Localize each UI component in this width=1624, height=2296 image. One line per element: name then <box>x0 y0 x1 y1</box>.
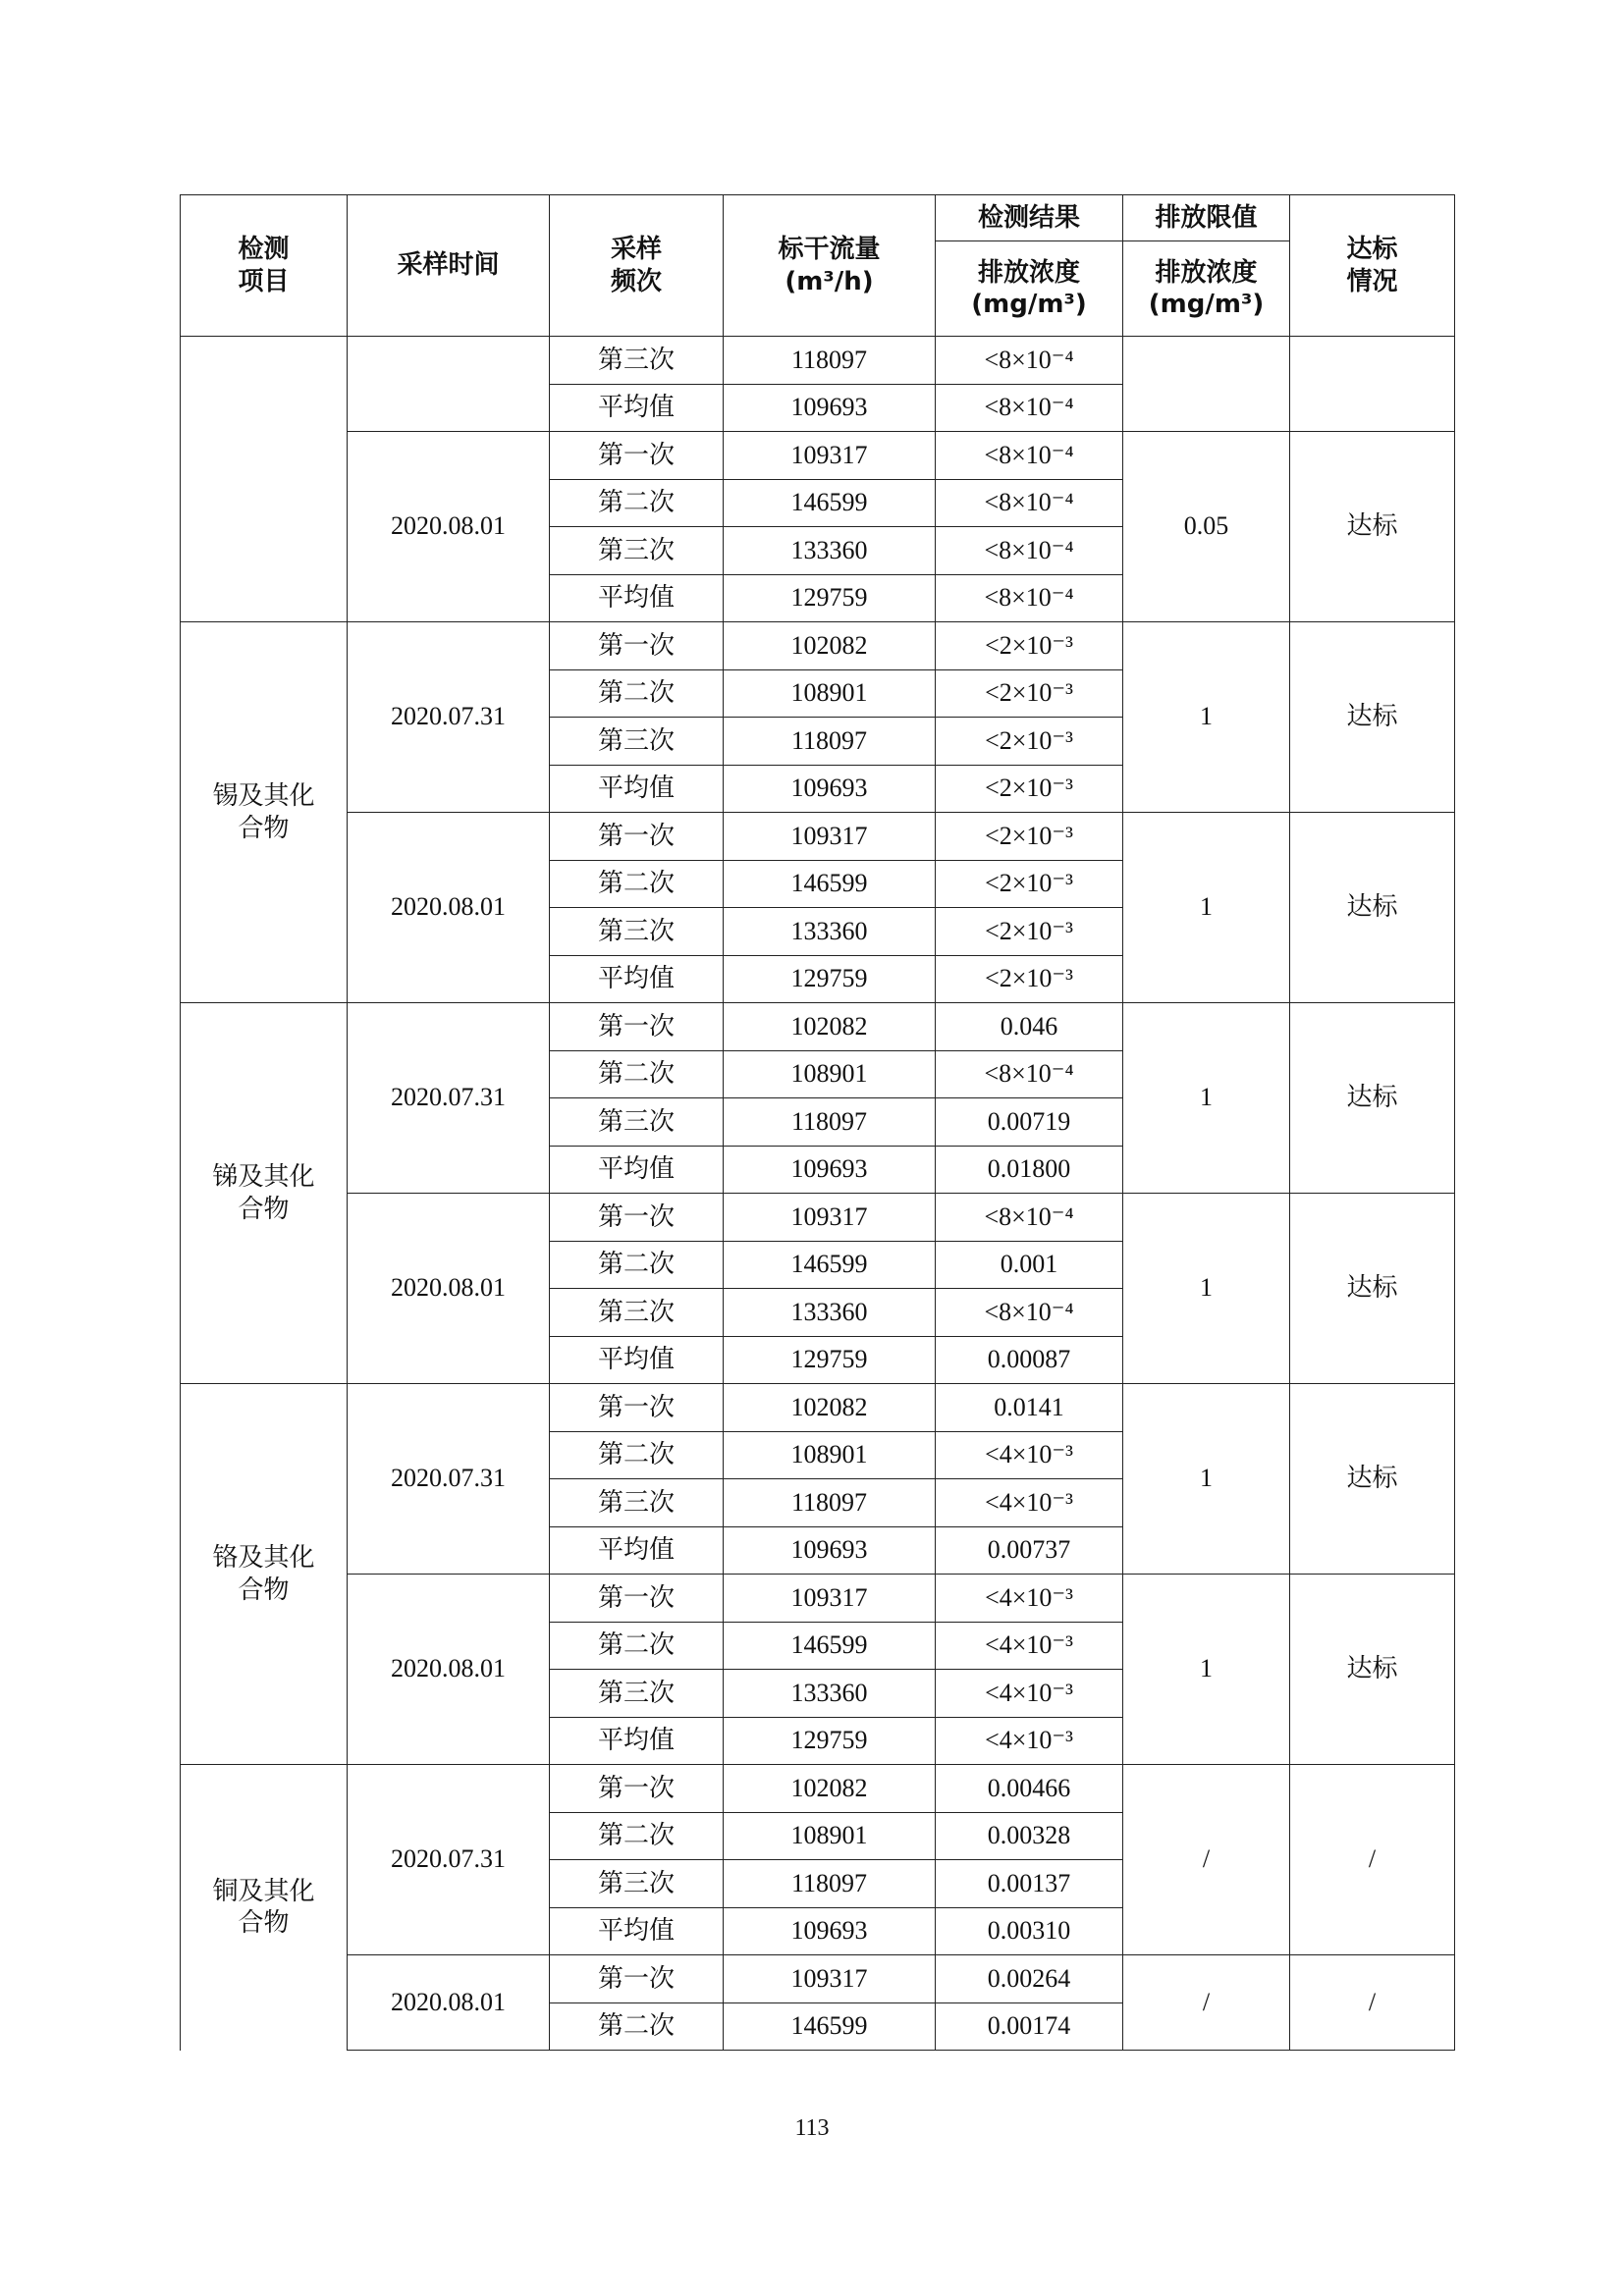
concentration-cell: <8×10⁻⁴ <box>936 527 1123 575</box>
frequency-cell: 第二次 <box>550 1812 724 1860</box>
flow-cell: 109317 <box>724 1575 936 1623</box>
concentration-cell: 0.01800 <box>936 1146 1123 1194</box>
header-limit-group: 排放限值 <box>1123 195 1290 241</box>
concentration-cell: <8×10⁻⁴ <box>936 1050 1123 1098</box>
flow-cell: 146599 <box>724 479 936 527</box>
sampling-date-cell: 2020.07.31 <box>348 622 550 813</box>
flow-cell: 146599 <box>724 1241 936 1289</box>
concentration-cell: 0.00737 <box>936 1526 1123 1575</box>
sampling-date-cell: 2020.07.31 <box>348 1765 550 1955</box>
compliance-cell: 达标 <box>1290 1194 1455 1384</box>
table-row <box>181 337 1455 385</box>
limit-cell: 1 <box>1123 1194 1290 1384</box>
sampling-date-cell: 2020.08.01 <box>348 432 550 622</box>
flow-cell: 129759 <box>724 1336 936 1384</box>
concentration-cell: 0.00719 <box>936 1098 1123 1147</box>
compliance-cell: 达标 <box>1290 622 1455 813</box>
header-limit-concentration: 排放浓度 (mg/m³) <box>1123 241 1290 337</box>
frequency-cell: 第一次 <box>550 1384 724 1432</box>
flow-cell: 102082 <box>724 1765 936 1813</box>
concentration-cell: <8×10⁻⁴ <box>936 574 1123 622</box>
frequency-cell: 第一次 <box>550 432 724 480</box>
concentration-cell: 0.00087 <box>936 1336 1123 1384</box>
frequency-cell: 平均值 <box>550 574 724 622</box>
concentration-cell: <4×10⁻³ <box>936 1479 1123 1527</box>
flow-cell: 129759 <box>724 955 936 1003</box>
limit-cell: 1 <box>1123 1384 1290 1575</box>
table-body <box>181 195 1455 2051</box>
concentration-cell: <2×10⁻³ <box>936 860 1123 908</box>
limit-cell: 1 <box>1123 1003 1290 1194</box>
frequency-cell: 第二次 <box>550 1050 724 1098</box>
table-row <box>181 622 1455 670</box>
flow-cell: 118097 <box>724 1479 936 1527</box>
frequency-cell: 平均值 <box>550 384 724 432</box>
compliance-cell: / <box>1290 1765 1455 1955</box>
frequency-cell: 第一次 <box>550 622 724 670</box>
compliance-cell: 达标 <box>1290 1384 1455 1575</box>
frequency-cell: 第一次 <box>550 1765 724 1813</box>
frequency-cell: 第一次 <box>550 1003 724 1051</box>
flow-cell: 146599 <box>724 860 936 908</box>
header-result-group: 检测结果 <box>936 195 1123 241</box>
sampling-date-cell: 2020.08.01 <box>348 1575 550 1765</box>
limit-cell: 1 <box>1123 1575 1290 1765</box>
flow-cell: 133360 <box>724 527 936 575</box>
frequency-cell: 第三次 <box>550 527 724 575</box>
table-row <box>181 1575 1455 1623</box>
header-result-concentration: 排放浓度 (mg/m³) <box>936 241 1123 337</box>
concentration-cell: <2×10⁻³ <box>936 765 1123 813</box>
flow-cell: 146599 <box>724 1622 936 1670</box>
flow-cell: 118097 <box>724 1098 936 1147</box>
flow-cell: 108901 <box>724 1812 936 1860</box>
concentration-cell: <8×10⁻⁴ <box>936 337 1123 385</box>
table-row <box>181 1003 1455 1051</box>
frequency-cell: 第二次 <box>550 479 724 527</box>
flow-cell: 108901 <box>724 1431 936 1479</box>
item-cell: 铬及其化 合物 <box>181 1384 348 1765</box>
compliance-cell: 达标 <box>1290 1575 1455 1765</box>
concentration-cell: <8×10⁻⁴ <box>936 384 1123 432</box>
frequency-cell: 第二次 <box>550 860 724 908</box>
flow-cell: 129759 <box>724 1717 936 1765</box>
frequency-cell: 第二次 <box>550 2002 724 2051</box>
frequency-cell: 第三次 <box>550 337 724 385</box>
concentration-cell: <4×10⁻³ <box>936 1622 1123 1670</box>
flow-cell: 109693 <box>724 765 936 813</box>
flow-cell: 109693 <box>724 384 936 432</box>
flow-cell: 109317 <box>724 1194 936 1242</box>
sampling-date-cell: 2020.08.01 <box>348 1194 550 1384</box>
concentration-cell: 0.00264 <box>936 1955 1123 2003</box>
frequency-cell: 第二次 <box>550 669 724 718</box>
compliance-cell: 达标 <box>1290 432 1455 622</box>
frequency-cell: 第二次 <box>550 1622 724 1670</box>
concentration-cell: <2×10⁻³ <box>936 955 1123 1003</box>
concentration-cell: 0.00466 <box>936 1765 1123 1813</box>
frequency-cell: 第一次 <box>550 813 724 861</box>
flow-cell: 129759 <box>724 574 936 622</box>
frequency-cell: 平均值 <box>550 955 724 1003</box>
frequency-cell: 平均值 <box>550 765 724 813</box>
limit-cell: 1 <box>1123 813 1290 1003</box>
concentration-cell: <4×10⁻³ <box>936 1717 1123 1765</box>
header-compliance: 达标 情况 <box>1290 195 1455 337</box>
item-cell <box>181 337 348 622</box>
limit-cell: / <box>1123 1955 1290 2051</box>
table-row <box>181 1955 1455 2003</box>
limit-cell: 1 <box>1123 622 1290 813</box>
concentration-cell: 0.00328 <box>936 1812 1123 1860</box>
flow-cell: 133360 <box>724 1289 936 1337</box>
concentration-cell: 0.00137 <box>936 1860 1123 1908</box>
flow-cell: 133360 <box>724 1670 936 1718</box>
sampling-date-cell: 2020.07.31 <box>348 1003 550 1194</box>
table-row <box>181 1384 1455 1432</box>
flow-cell: 109317 <box>724 1955 936 2003</box>
header-flow: 标干流量 (m³/h) <box>724 195 936 337</box>
frequency-cell: 平均值 <box>550 1717 724 1765</box>
flow-cell: 109693 <box>724 1146 936 1194</box>
flow-cell: 109317 <box>724 813 936 861</box>
flow-cell: 118097 <box>724 1860 936 1908</box>
concentration-cell: <8×10⁻⁴ <box>936 1289 1123 1337</box>
frequency-cell: 第三次 <box>550 908 724 956</box>
frequency-cell: 第三次 <box>550 1098 724 1147</box>
concentration-cell: <2×10⁻³ <box>936 669 1123 718</box>
compliance-cell: / <box>1290 1955 1455 2051</box>
frequency-cell: 第三次 <box>550 1670 724 1718</box>
frequency-cell: 第一次 <box>550 1955 724 2003</box>
page-number: 113 <box>794 2115 830 2141</box>
flow-cell: 109693 <box>724 1907 936 1955</box>
table-row <box>181 1194 1455 1242</box>
frequency-cell: 第三次 <box>550 718 724 766</box>
frequency-cell: 平均值 <box>550 1526 724 1575</box>
flow-cell: 146599 <box>724 2002 936 2051</box>
concentration-cell: <8×10⁻⁴ <box>936 1194 1123 1242</box>
concentration-cell: 0.00174 <box>936 2002 1123 2051</box>
frequency-cell: 第三次 <box>550 1860 724 1908</box>
frequency-cell: 第二次 <box>550 1241 724 1289</box>
flow-cell: 102082 <box>724 1384 936 1432</box>
item-cell: 锡及其化 合物 <box>181 622 348 1003</box>
concentration-cell: <4×10⁻³ <box>936 1575 1123 1623</box>
concentration-cell: 0.00310 <box>936 1907 1123 1955</box>
item-cell: 锑及其化 合物 <box>181 1003 348 1384</box>
frequency-cell: 平均值 <box>550 1336 724 1384</box>
concentration-cell: <8×10⁻⁴ <box>936 479 1123 527</box>
concentration-cell: <8×10⁻⁴ <box>936 432 1123 480</box>
flow-cell: 118097 <box>724 337 936 385</box>
frequency-cell: 第一次 <box>550 1194 724 1242</box>
concentration-cell: 0.001 <box>936 1241 1123 1289</box>
concentration-cell: 0.0141 <box>936 1384 1123 1432</box>
frequency-cell: 第三次 <box>550 1479 724 1527</box>
compliance-cell: 达标 <box>1290 1003 1455 1194</box>
table-row <box>181 1765 1455 1813</box>
sampling-date-cell: 2020.08.01 <box>348 1955 550 2051</box>
frequency-cell: 平均值 <box>550 1146 724 1194</box>
concentration-cell: <2×10⁻³ <box>936 908 1123 956</box>
concentration-cell: <2×10⁻³ <box>936 622 1123 670</box>
concentration-cell: 0.046 <box>936 1003 1123 1051</box>
frequency-cell: 第一次 <box>550 1575 724 1623</box>
header-item: 检测 项目 <box>181 195 348 337</box>
frequency-cell: 第二次 <box>550 1431 724 1479</box>
limit-cell <box>1123 337 1290 432</box>
flow-cell: 102082 <box>724 622 936 670</box>
flow-cell: 133360 <box>724 908 936 956</box>
table-row <box>181 432 1455 480</box>
flow-cell: 102082 <box>724 1003 936 1051</box>
compliance-cell: 达标 <box>1290 813 1455 1003</box>
header-sampling-frequency: 采样 频次 <box>550 195 724 337</box>
item-cell: 铜及其化 合物 <box>181 1765 348 2051</box>
header-row <box>181 195 1455 241</box>
sampling-date-cell <box>348 337 550 432</box>
flow-cell: 109317 <box>724 432 936 480</box>
limit-cell: 0.05 <box>1123 432 1290 622</box>
concentration-cell: <4×10⁻³ <box>936 1670 1123 1718</box>
flow-cell: 118097 <box>724 718 936 766</box>
table-row <box>181 813 1455 861</box>
limit-cell: / <box>1123 1765 1290 1955</box>
concentration-cell: <2×10⁻³ <box>936 813 1123 861</box>
flow-cell: 108901 <box>724 669 936 718</box>
header-sampling-time: 采样时间 <box>348 195 550 337</box>
sampling-date-cell: 2020.07.31 <box>348 1384 550 1575</box>
compliance-cell <box>1290 337 1455 432</box>
flow-cell: 109693 <box>724 1526 936 1575</box>
frequency-cell: 平均值 <box>550 1907 724 1955</box>
monitoring-results-table <box>180 194 1455 2051</box>
sampling-date-cell: 2020.08.01 <box>348 813 550 1003</box>
flow-cell: 108901 <box>724 1050 936 1098</box>
concentration-cell: <2×10⁻³ <box>936 718 1123 766</box>
frequency-cell: 第三次 <box>550 1289 724 1337</box>
concentration-cell: <4×10⁻³ <box>936 1431 1123 1479</box>
